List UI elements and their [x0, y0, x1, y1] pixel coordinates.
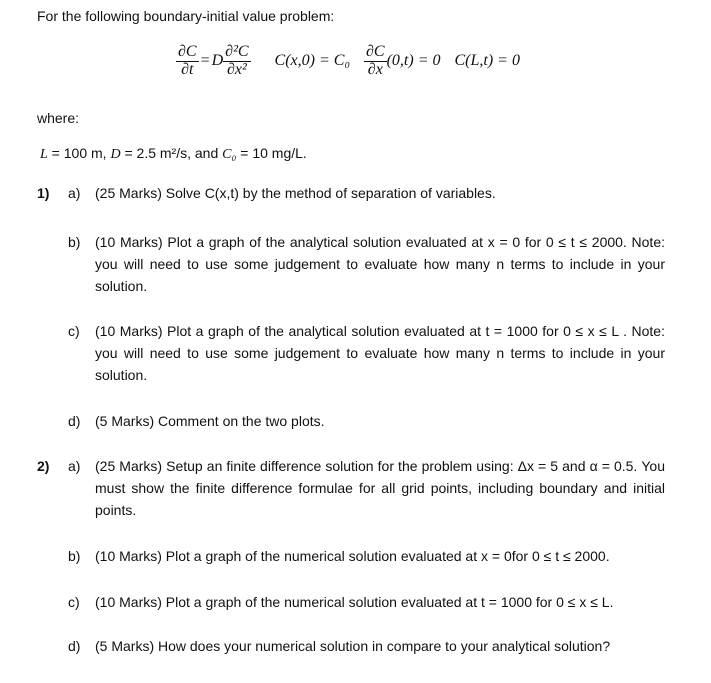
bc1-denominator: ∂x — [367, 60, 383, 78]
boundary-condition-2: C(L,t) = 0 — [454, 52, 520, 70]
pde-lhs-numerator: ∂C — [178, 43, 197, 60]
param-D-value: = 2.5 m²/s, and — [120, 145, 223, 161]
bc1-fraction — [364, 44, 387, 79]
q2a-text: (25 Marks) Setup an finite difference solution for the problem using: Δx = 5 and α = 0.5. You must show the finite difference formulae for all grid points, including boundary and initial points. — [95, 458, 665, 518]
q1c-label: c) — [68, 323, 80, 339]
bc1-numerator: ∂C — [366, 43, 385, 60]
initial-condition: C(x,0) = C₀ — [274, 52, 351, 70]
boundary-condition-1: (0,t) = 0 — [386, 52, 441, 70]
param-C0-value: = 10 mg/L. — [236, 145, 307, 161]
q1b-text: (10 Marks) Plot a graph of the analytical solution evaluated at x = 0 for 0 ≤ t ≤ 2000. Note: you will need to use some judgement to evaluate how many n terms to include in your solution. — [95, 234, 665, 294]
pde-equals: = — [200, 52, 210, 70]
pde-rhs-fraction — [223, 44, 250, 79]
q1d-label: d) — [68, 413, 81, 429]
param-L-symbol: L — [40, 147, 48, 162]
pde-lhs-fraction — [176, 44, 199, 79]
pde-rhs-denominator: ∂x² — [226, 60, 247, 78]
q1a-label: a) — [68, 185, 81, 201]
intro-text: For the following boundary-initial value problem: — [37, 8, 335, 24]
pde-lhs-denominator: ∂t — [181, 60, 194, 78]
q1a-text: (25 Marks) Solve C(x,t) by the method of separation of variables. — [95, 185, 496, 201]
q2c-label: c) — [68, 594, 80, 610]
param-L-value: = 100 m, — [47, 145, 111, 161]
q2d-label: d) — [68, 638, 81, 654]
param-D-symbol: D — [110, 147, 121, 162]
pde-coefficient: D — [211, 52, 224, 70]
pde-rhs-numerator: ∂²C — [225, 43, 249, 60]
q2b-text: (10 Marks) Plot a graph of the numerical solution evaluated at x = 0for 0 ≤ t ≤ 2000. — [95, 548, 610, 564]
governing-equation — [176, 44, 520, 79]
param-C0-symbol: C₀ — [222, 147, 237, 162]
q1b-label: b) — [68, 234, 81, 250]
question-2-number: 2) — [37, 458, 50, 474]
q2d-text: (5 Marks) How does your numerical solution in compare to your analytical solution? — [95, 638, 611, 654]
question-1-number: 1) — [37, 185, 50, 201]
parameters-line — [40, 145, 307, 163]
q2b-label: b) — [68, 548, 81, 564]
q2c-text: (10 Marks) Plot a graph of the numerical solution evaluated at t = 1000 for 0 ≤ x ≤ L. — [95, 594, 614, 610]
where-label: where: — [37, 110, 80, 126]
q1c-text: (10 Marks) Plot a graph of the analytical solution evaluated at t = 1000 for 0 ≤ x ≤ L . Note: you will need to use some judgement to evaluate how many n terms to include in your solution. — [95, 323, 665, 383]
q1d-text: (5 Marks) Comment on the two plots. — [95, 413, 325, 429]
q2a-label: a) — [68, 458, 81, 474]
